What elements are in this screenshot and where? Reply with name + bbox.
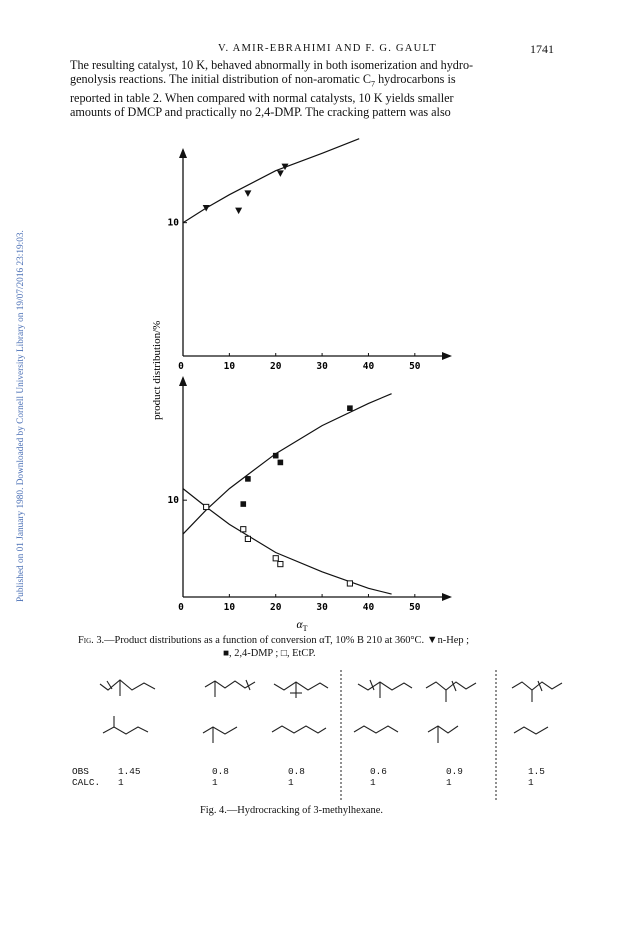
figure-3-caption-line2 (223, 648, 316, 659)
x-axis-label: $\alpha_T$ (296, 619, 308, 633)
fig4-obs-label: OBS (72, 766, 89, 777)
top-x-tick-label-2: 20 (270, 361, 282, 372)
top-x-tick-label-5: 50 (409, 361, 421, 372)
top-x-tick-label-4: 40 (362, 361, 375, 372)
structure-bottom-5 (428, 726, 458, 733)
top-n-hep-point-1 (235, 208, 242, 215)
page-number: 1741 (530, 42, 554, 56)
bottom-x-tick-label-0: 0 (178, 602, 184, 613)
running-header-authors: V. AMIR-EBRAHIMI AND F. G. GAULT (218, 43, 437, 54)
y-axis-label: product distribution/% (151, 320, 163, 420)
structure-top-5 (426, 682, 476, 690)
bottom-2-4-dmp-point-2 (245, 476, 251, 482)
bottom-etcp-point-5 (347, 581, 352, 586)
fig4-calc-5: 1 (446, 777, 452, 788)
bottom-x-tick-label-1: 10 (223, 602, 236, 613)
figure-4-caption: Fig. 4.—Hydrocracking of 3-methylhexane. (200, 805, 383, 816)
structure-top-3 (274, 682, 328, 690)
body-line-2-text: genolysis reactions. The initial distribution of non-aromatic C (70, 72, 372, 86)
bottom-y-arrow (179, 376, 187, 386)
top-y-arrow (179, 148, 187, 158)
dmp-legend-icon: ■ (223, 648, 230, 659)
fig4-calc-label: CALC. (72, 777, 101, 788)
bottom-x-arrow (442, 593, 452, 601)
bottom-etcp-point-1 (241, 527, 246, 532)
fig4-obs-3: 0.8 (288, 766, 305, 777)
structure-bottom-3 (272, 726, 326, 733)
fig4-calc-2: 1 (212, 777, 218, 788)
bottom-2-4-dmp-point-5 (347, 405, 353, 411)
download-watermark-text: Published on 01 January 1980. Downloaded by Cornell University Library on 19/07/2016 23:19:03. (16, 230, 26, 602)
bottom-2-4-dmp-point-3 (273, 453, 279, 459)
bottom-x-tick-label-2: 20 (270, 602, 282, 613)
fig4-structures (100, 680, 562, 743)
top-x-tick-label-0: 0 (178, 361, 184, 372)
body-line-2-end: hydrocarbons is (375, 72, 456, 86)
body-line-2-subscript: 7 (371, 79, 376, 89)
fig4-calc-3: 1 (288, 777, 294, 788)
fig4-obs-2: 0.8 (212, 766, 229, 777)
bottom-x-tick-label-3: 30 (316, 602, 328, 613)
top-x-tick-label-1: 10 (223, 361, 236, 372)
bottom-2-4-dmp-point-1 (240, 501, 246, 507)
body-line-1: The resulting catalyst, 10 K, behaved abnormally in both isomerization and hydro- (70, 58, 474, 72)
fig4-obs-6: 1.5 (528, 766, 545, 777)
bottom-x-tick-label-4: 40 (362, 602, 375, 613)
fig4-obs-5: 0.9 (446, 766, 463, 777)
structure-bottom-2 (203, 727, 237, 734)
top-y-tick-label-0: 10 (167, 217, 179, 229)
etcp-legend-icon: □ (280, 648, 287, 659)
body-line-4: amounts of DMCP and practically no 2,4-DMP. The cracking pattern was also (70, 105, 451, 120)
figure-3-caption-text: —Product distributions as a function of conversion αT, 10% B 210 at 360°C. (104, 635, 425, 646)
top-n-hep-point-0 (203, 205, 210, 212)
top-n-hep-point-3 (277, 170, 284, 177)
structure-bottom-6 (514, 727, 548, 734)
bottom-x-tick-label-5: 50 (409, 602, 421, 613)
structure-top-2 (205, 681, 255, 688)
top-panel (168, 139, 452, 372)
structure-top-5-cut (452, 681, 456, 691)
body-line-3: reported in table 2. When compared with normal catalysts, 10 K yields smaller (70, 91, 454, 106)
bottom-panel (168, 376, 452, 613)
bottom-etcp-point-0 (204, 504, 209, 509)
structure-bottom-1 (103, 727, 148, 734)
fig4-calc-1: 1 (118, 777, 124, 788)
figure-3-label: Fig. 3. (78, 635, 105, 646)
structure-top-4-cut (370, 680, 374, 690)
structure-top-6 (512, 682, 562, 690)
top-n-hep-curve (183, 139, 359, 223)
structure-top-4 (358, 682, 412, 690)
structure-bottom-4 (354, 726, 398, 733)
fig4-calc-4: 1 (370, 777, 376, 788)
nhep-legend-label: n-Hep ; (437, 635, 470, 646)
nhep-legend-icon: ▼ (426, 634, 438, 646)
top-x-tick-label-3: 30 (316, 361, 328, 372)
structure-top-1-cut (107, 681, 112, 689)
top-x-arrow (442, 352, 452, 360)
bottom-etcp-point-3 (273, 556, 278, 561)
top-n-hep-point-2 (244, 190, 251, 197)
bottom-etcp-point-2 (245, 536, 250, 541)
structure-top-2-cut (246, 680, 250, 690)
etcp-legend-label: , EtCP. (286, 648, 316, 659)
bottom-etcp-point-4 (278, 561, 283, 566)
figure-3-caption (78, 634, 469, 646)
fig4-obs-1: 1.45 (118, 766, 141, 777)
fig4-calc-6: 1 (528, 777, 534, 788)
fig4-dividers (341, 670, 496, 800)
dmp-legend-label: , 2,4-DMP ; (229, 648, 279, 659)
structure-top-6-cut (538, 681, 542, 691)
structure-top-1 (100, 680, 155, 690)
bottom-2-4-dmp-point-4 (278, 460, 284, 466)
bottom-etcp-curve (183, 489, 392, 594)
bottom-y-tick-label-0: 10 (167, 495, 179, 507)
fig4-obs-4: 0.6 (370, 766, 387, 777)
